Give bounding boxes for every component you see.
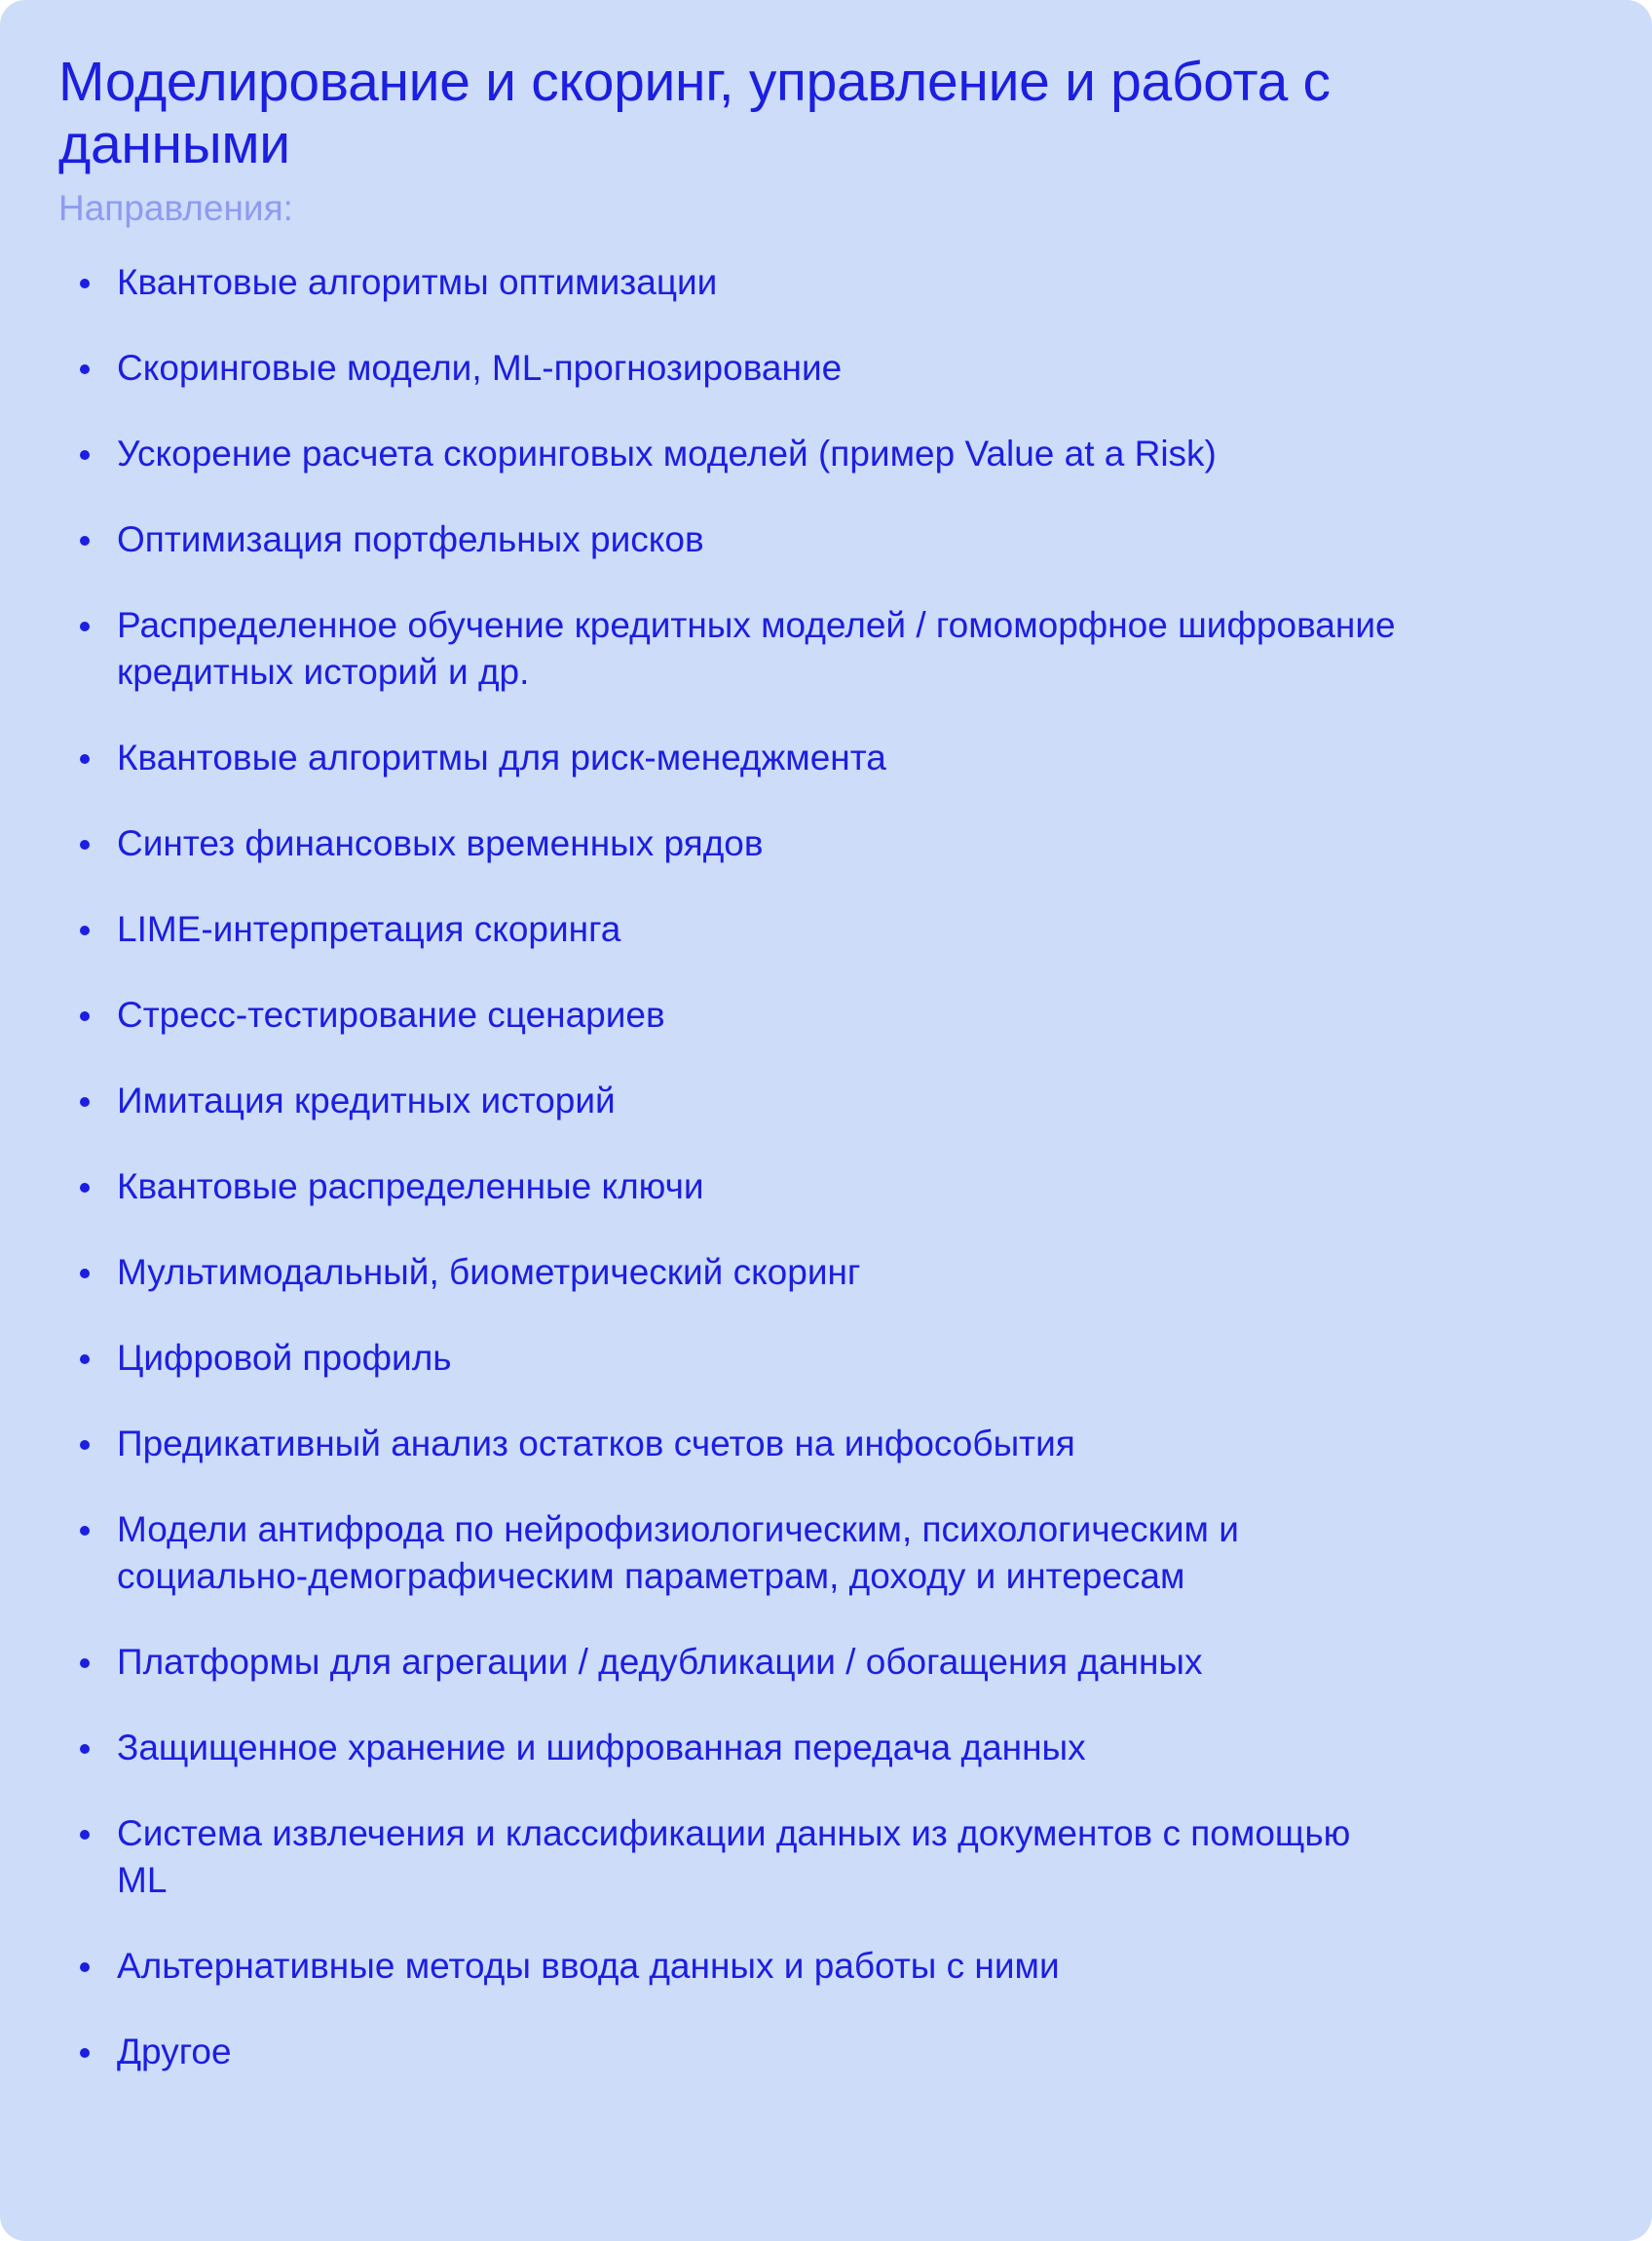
page-title: Моделирование и скоринг, управление и работа с данными	[58, 51, 1331, 175]
bullet-icon	[80, 840, 90, 850]
bullet-icon	[80, 536, 90, 546]
list-item	[58, 1078, 1403, 1124]
bullet-icon	[80, 364, 90, 374]
list-item-label: Модели антифрода по нейрофизиологическим, психологическим и социально-демографическим параметрам, доходу и интересам	[117, 1509, 1239, 1596]
bullet-icon	[80, 1354, 90, 1364]
list-item-label: Квантовые алгоритмы для риск-менеджмента	[117, 738, 886, 778]
list-item	[58, 992, 1403, 1039]
bullet-icon	[80, 1097, 90, 1107]
bullet-icon	[80, 1440, 90, 1450]
list-item-label: Квантовые алгоритмы оптимизации	[117, 262, 718, 302]
directions-list	[58, 259, 1594, 2075]
bullet-icon	[80, 1830, 90, 1840]
section-subtitle: Направления:	[58, 188, 293, 228]
bullet-icon	[80, 2048, 90, 2058]
list-item-label: Альтернативные методы ввода данных и работы с ними	[117, 1946, 1060, 1986]
list-item-label: Цифровой профиль	[117, 1338, 452, 1378]
list-item-label: Квантовые распределенные ключи	[117, 1166, 704, 1206]
list-item	[58, 2029, 1403, 2075]
list-item	[58, 906, 1403, 953]
bullet-icon	[80, 926, 90, 935]
list-item	[58, 259, 1403, 306]
list-item-label: Другое	[117, 2032, 232, 2071]
list-item-label: Скоринговые модели, ML-прогнозирование	[117, 348, 843, 388]
list-item-label: Мультимодальный, биометрический скоринг	[117, 1252, 861, 1292]
bullet-icon	[80, 754, 90, 764]
list-item	[58, 345, 1403, 392]
list-item	[58, 516, 1403, 563]
bullet-icon	[80, 1269, 90, 1278]
list-item-label: Ускорение расчета скоринговых моделей (пример Value at a Risk)	[117, 434, 1217, 474]
list-item	[58, 1249, 1403, 1296]
list-item	[58, 1335, 1403, 1382]
list-item-label: Платформы для агрегации / дедубликации / обогащения данных	[117, 1642, 1203, 1682]
list-item	[58, 431, 1403, 477]
bullet-icon	[80, 1011, 90, 1021]
bullet-icon	[80, 1526, 90, 1536]
bullet-icon	[80, 450, 90, 460]
bullet-icon	[80, 1658, 90, 1668]
list-item-label: Распределенное обучение кредитных моделей / гомоморфное шифрование кредитных историй и др.	[117, 605, 1396, 692]
list-item	[58, 820, 1403, 867]
bullet-icon	[80, 1962, 90, 1972]
list-item	[58, 1506, 1403, 1600]
list-item	[58, 602, 1403, 696]
bullet-icon	[80, 622, 90, 631]
list-item-label: Предикативный анализ остатков счетов на инфособытия	[117, 1424, 1075, 1463]
list-item-label: LIME-интерпретация скоринга	[117, 909, 621, 949]
list-item-label: Система извлечения и классификации данных из документов с помощью ML	[117, 1813, 1351, 1900]
bullet-icon	[80, 1183, 90, 1193]
list-item	[58, 1421, 1403, 1467]
list-item	[58, 1163, 1403, 1210]
list-item	[58, 1639, 1403, 1686]
list-item-label: Имитация кредитных историй	[117, 1081, 616, 1120]
list-item	[58, 1943, 1403, 1990]
list-item	[58, 1725, 1403, 1771]
list-item-label: Оптимизация портфельных рисков	[117, 519, 704, 559]
list-item	[58, 735, 1403, 781]
list-item	[58, 1810, 1403, 1904]
list-item-label: Синтез финансовых временных рядов	[117, 823, 764, 863]
list-item-label: Стресс-тестирование сценариев	[117, 995, 665, 1035]
bullet-icon	[80, 279, 90, 288]
list-item-label: Защищенное хранение и шифрованная передача данных	[117, 1728, 1086, 1767]
bullet-icon	[80, 1744, 90, 1754]
